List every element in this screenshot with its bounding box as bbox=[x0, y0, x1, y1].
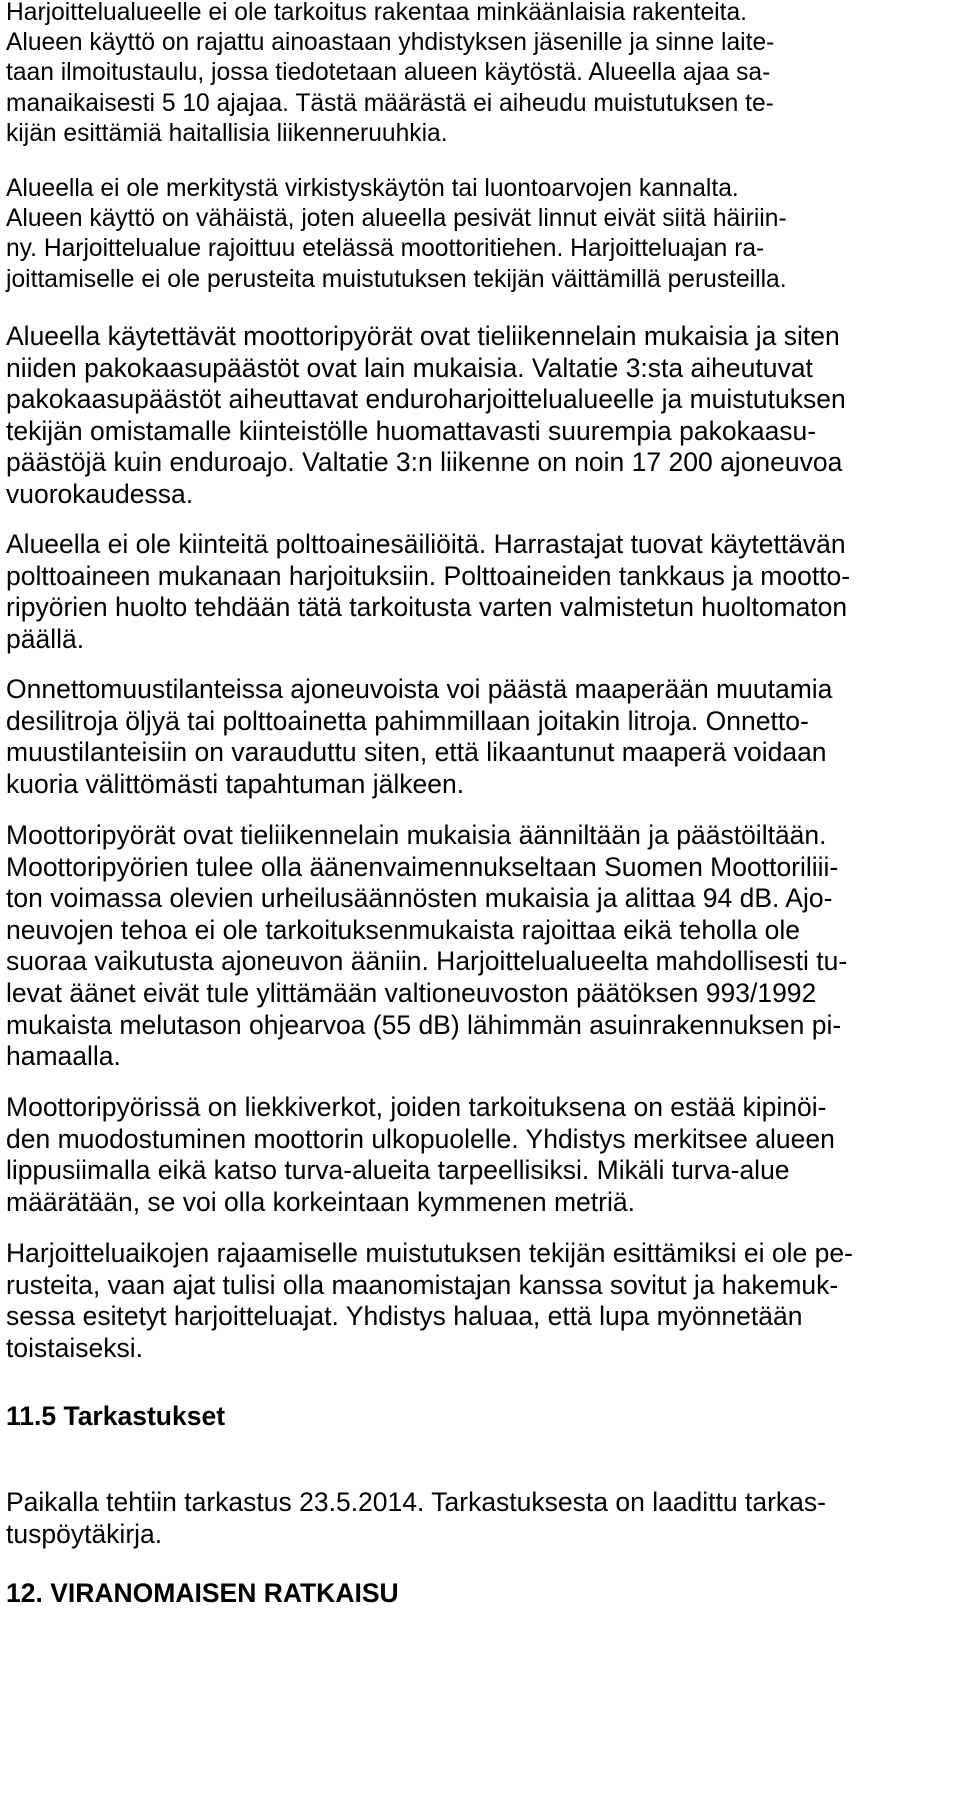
text-line: Alueella käytettävät moottoripyörät ovat tieliikennelain mukaisia ja siten bbox=[6, 321, 840, 351]
text-line: neuvojen tehoa ei ole tarkoituksenmukaista rajoittaa eikä teholla ole bbox=[6, 914, 801, 945]
text-line: toistaiseksi. bbox=[6, 1332, 143, 1363]
text-line: Moottoripyörät ovat tieliikennelain mukaisia äänniltään ja päästöiltään. bbox=[6, 820, 827, 850]
text-line: vuorokaudessa. bbox=[6, 478, 194, 509]
text-line: Alueen käyttö on rajattu ainoastaan yhdistyksen jäsenille ja sinne laite- bbox=[6, 29, 775, 57]
text-line: päästöjä kuin enduroajo. Valtatie 3:n liikenne on noin 17 200 ajoneuvoa bbox=[6, 447, 843, 478]
paragraph-training-area-structures bbox=[6, 0, 774, 149]
text-line: levat äänet eivät tule ylittämään valtioneuvoston päätöksen 993/1992 bbox=[6, 977, 817, 1008]
text-line: ny. Harjoittelualue rajoittuu etelässä moottoritiehen. Harjoitteluajan ra- bbox=[6, 235, 765, 263]
paragraph-accident-situations bbox=[6, 674, 832, 800]
text-line: Harjoittelualueelle ei ole tarkoitus rakentaa minkäänlaisia rakenteita. bbox=[6, 0, 747, 26]
paragraph-training-hours bbox=[6, 1238, 853, 1364]
text-line: sessa esitetyt harjoitteluajat. Yhdistys haluaa, että lupa myönnetään bbox=[6, 1301, 803, 1332]
text-line: taan ilmoitustaulu, jossa tiedotetaan alueen käytöstä. Alueella ajaa sa- bbox=[6, 59, 771, 87]
text-line: Onnettomuustilanteissa ajoneuvoista voi päästä maaperään muutamia bbox=[6, 674, 833, 704]
text-line: Paikalla tehtiin tarkastus 23.5.2014. Tarkastuksesta on laadittu tarkas- bbox=[6, 1487, 826, 1517]
paragraph-noise-levels bbox=[6, 820, 847, 1073]
text-line: suoraa vaikutusta ajoneuvon ääniin. Harjoittelualueelta mahdollisesti tu- bbox=[6, 946, 848, 977]
text-line: ton voimassa olevien urheilusäännösten mukaisia ja alittaa 94 dB. Ajo- bbox=[6, 883, 833, 914]
text-line: Harjoitteluaikojen rajaamiselle muistutuksen tekijän esittämiksi ei ole pe- bbox=[6, 1238, 853, 1268]
text-line: joittamiselle ei ole perusteita muistutuksen tekijän väittämillä perusteilla. bbox=[6, 265, 787, 293]
text-line: hamaalla. bbox=[6, 1041, 121, 1072]
section-heading-12: 12. VIRANOMAISEN RATKAISU bbox=[6, 1578, 399, 1608]
text-line: Alueella ei ole merkitystä virkistyskäytön tai luontoarvojen kannalta. bbox=[6, 175, 739, 202]
paragraph-exhaust-emissions bbox=[6, 321, 846, 511]
paragraph-inspection bbox=[6, 1487, 826, 1550]
text-line: niiden pakokaasupäästöt ovat lain mukaisia. Valtatie 3:sta aiheutuvat bbox=[6, 352, 813, 383]
text-line: Alueella ei ole kiinteitä polttoainesäiliöitä. Harrastajat tuovat käytettävän bbox=[6, 529, 846, 559]
text-line: pakokaasupäästöt aiheuttavat enduroharjoittelualueelle ja muistutuksen bbox=[6, 384, 846, 415]
paragraph-spark-arresters bbox=[6, 1092, 835, 1218]
text-line: Moottoripyörissä on liekkiverkot, joiden tarkoituksena on estää kipinöi- bbox=[6, 1092, 827, 1122]
text-line: tuspöytäkirja. bbox=[6, 1518, 163, 1549]
text-line: kuoria välittömästi tapahtuman jälkeen. bbox=[6, 768, 465, 799]
text-line: desilitroja öljyä tai polttoainetta pahimmillaan joitakin litroja. Onnetto- bbox=[6, 705, 809, 736]
section-heading-11-5: 11.5 Tarkastukset bbox=[6, 1401, 226, 1431]
text-line: kijän esittämiä haitallisia liikenneruuhkia. bbox=[6, 119, 448, 147]
text-line: rusteita, vaan ajat tulisi olla maanomistajan kanssa sovitut ja hakemuk- bbox=[6, 1269, 839, 1300]
text-line: ripyörien huolto tehdään tätä tarkoitusta varten valmistetun huoltomaton bbox=[6, 592, 848, 623]
text-line: Moottoripyörien tulee olla äänenvaimennukseltaan Suomen Moottoriliii- bbox=[6, 851, 839, 882]
text-line: muustilanteisiin on varauduttu siten, että likaantunut maaperä voidaan bbox=[6, 737, 827, 768]
paragraph-fuel-tanks bbox=[6, 529, 850, 655]
text-line: manaikaisesti 5 10 ajajaa. Tästä määrästä ei aiheudu muistutuksen te- bbox=[6, 89, 774, 117]
text-line: den muodostuminen moottorin ulkopuolelle. Yhdistys merkitsee alueen bbox=[6, 1123, 835, 1154]
text-line: lippusiimalla eikä katso turva-alueita tarpeellisiksi. Mikäli turva-alue bbox=[6, 1155, 790, 1186]
text-line: päällä. bbox=[6, 623, 85, 654]
paragraph-recreation-nature-values bbox=[6, 174, 787, 295]
text-line: tekijän omistamalle kiinteistölle huomattavasti suurempia pakokaasu- bbox=[6, 415, 817, 446]
text-line: Alueen käyttö on vähäistä, joten alueella pesivät linnut eivät siitä häiriin- bbox=[6, 205, 787, 233]
text-line: polttoaineen mukanaan harjoituksiin. Polttoaineiden tankkaus ja mootto- bbox=[6, 560, 851, 591]
text-line: määrätään, se voi olla korkeintaan kymmenen metriä. bbox=[6, 1186, 635, 1217]
text-line: mukaista melutason ohjearvoa (55 dB) lähimmän asuinrakennuksen pi- bbox=[6, 1009, 842, 1040]
